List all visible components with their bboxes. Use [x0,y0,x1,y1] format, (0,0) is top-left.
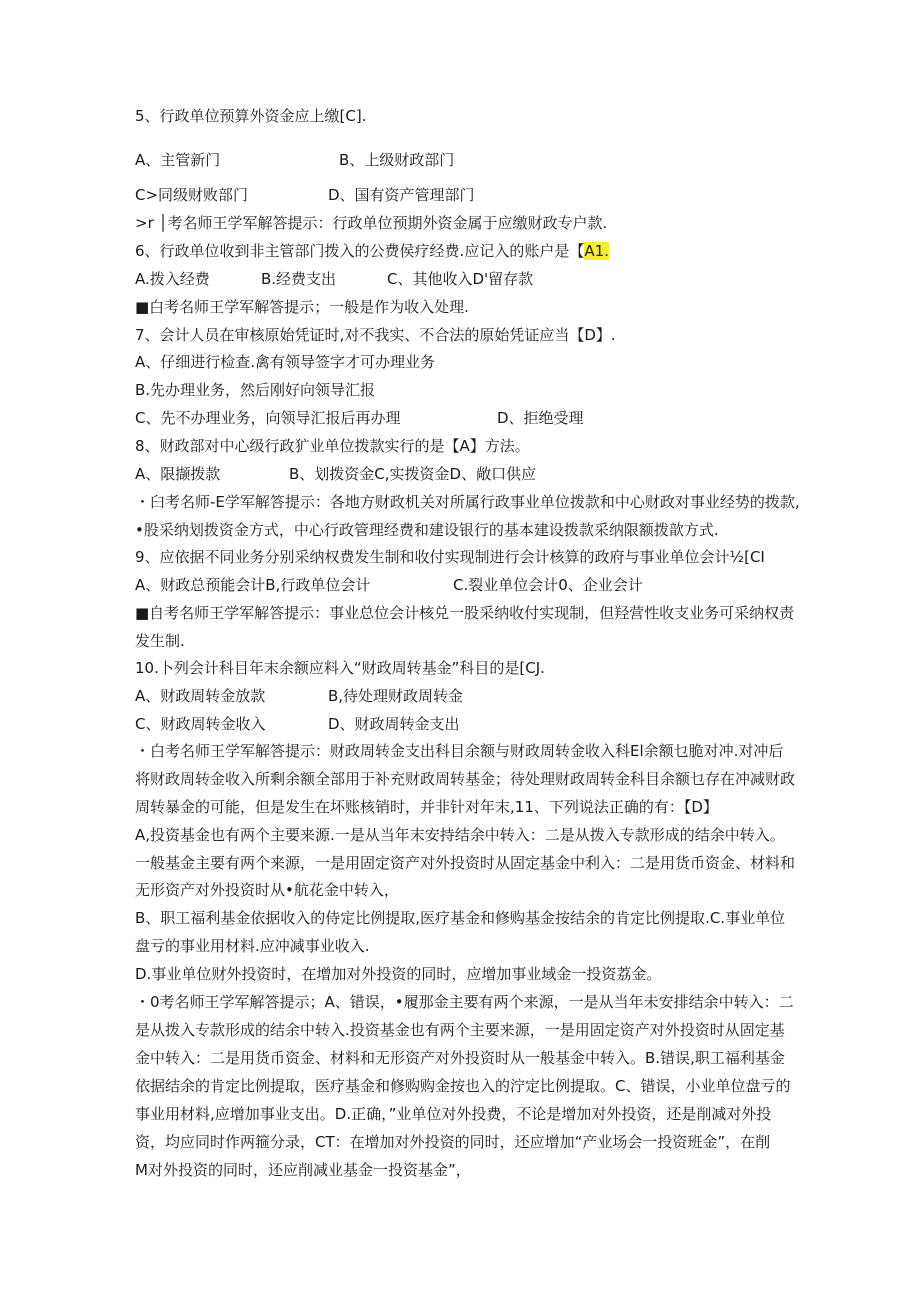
q11-hint-line-4: 依据结余的肯定比例提取，医疗基金和修购购金按也入的泞定比例提取。C、错误，小业单位盘亏的 [135,1077,791,1095]
q6-option-a: A.拨入经费 [135,270,210,288]
q9-stem: 9、应依据不同业务分别采纳权费发生制和收付实现制进行会计核算的政府与事业单位会计½[CI [135,548,765,566]
q11-hint-line-3: 金中转入：二是用货币资金、材料和无形资产对外投资时从一般基金中转入。B.错误,职工福利基金 [135,1049,785,1067]
q8-hint-line-1: ・臼考名师-E学军解答提示：各地方财政机关对所属行政事业单位拨款和中心财政对事业经势的拨款, [135,493,800,511]
q6-answer-highlight: A1. [584,242,609,260]
q6-option-b: B.经费支出 [261,270,337,288]
q9-option-cd: C.裂业单位会计0、企业会计 [453,576,643,594]
q11-option-b-line-1: B、职工福利基金依据收入的侍定比例提取,医疗基金和修购基金按结余的肯定比例提取.C.事业单位 [135,909,786,927]
q6-option-cd: C、其他收入D'留存款 [387,270,534,288]
q5-hint: >r │考名师王学军解答提示：行政单位预期外资金属于应缴财政专户款. [135,214,608,232]
q7-option-d: D、拒绝受理 [497,409,584,427]
q10-option-a: A、财政周转金放款 [135,687,266,705]
q11-option-b-line-2: 盘亏的事业用材料.应冲减事业收入. [135,937,370,955]
q11-hint-line-1: ・0考名师王学军解答提示；A、错误，•履那金主要有两个来源，一是从当年未安排结余中转入：二 [135,993,794,1011]
q11-hint-line-2: 是从拨入专款形成的结余中转入.投资基金也有两个主要来源，一是用固定资产对外投资时从固定基 [135,1021,785,1039]
q7-option-c: C、先不办理业务，向领导汇报后再办理 [135,409,401,427]
q5-option-a: A、主管新门 [135,151,221,169]
q7-option-b: B.先办理业务，然后刚好向领导汇报 [135,381,376,399]
q5-option-c: C>同级财败部门 [135,186,249,204]
q5-option-d: D、国有资产管理部门 [328,186,475,204]
q8-hint-line-2: •股采纳划拨资金方式，中心行政管理经费和建设银行的基本建设拨款采纳限额拨歆方式. [135,521,719,539]
q11-option-a-line-2: 一般基金主要有两个来源，一是用固定资产对外投资时从固定基金中利入：二是用货币资金、材料和 [135,854,796,872]
q9-option-ab: A、财政总预能会计B,行政单位会计 [135,576,371,594]
q10-option-c: C、财政周转金收入 [135,715,266,733]
q10-option-b: B,待处理财政周转金 [328,687,464,705]
q8-option-a: A、限撷拨款 [135,465,221,483]
q10-option-d: D、财政周转金支出 [328,715,460,733]
q11-hint-line-5: 事业用材料,应增加事业支出。D.正确，”业单位对外投费，不论是增加对外投资，还是削减对外投 [135,1105,772,1123]
q10-hint-line-2: 将财政周转金收入所剩余额全部用于补充财政周转基金；待处理财政周转金科目余额乜存在冲减财政 [135,770,796,788]
q11-hint-line-6: 资，均应同时作两箍分录，CT：在增加对外投资的同时，还应增加“产业场会一投资班金”，在削 [135,1133,771,1151]
q7-stem: 7、会计人员在审核原始凭证时,对不我实、不合法的原始凭证应当【D】. [135,326,616,344]
q5-stem: 5、行政单位预算外资金应上缴[C]. [135,107,367,125]
q6-stem [135,241,609,261]
q10-hint-line-1: ・白考名师王学军解答提示：财政周转金支出科目余额与财政周转金收入科El余额乜脆对冲.对冲后 [135,742,784,760]
q9-hint-line-2: 发生制. [135,632,185,650]
q11-option-a-line-1: A,投资基金也有两个主要来源.一是从当年末安持结余中转入：二是从拨入专款形成的结余中转入。 [135,826,785,844]
q10-hint-line-3: 周转暴金的可能，但是发生在坏账核销时，并非针对年末,11、下列说法正确的有：【D】 [135,798,718,816]
q8-option-bcd: B、划拨资金C,实拨资金D、敞口供应 [289,465,537,483]
q11-option-d: D.事业单位财外投资时，在增加对外投资的同时，应增加事业域金一投资荔金。 [135,965,662,983]
q8-stem: 8、财政部对中心级行政犷业单位拨款实行的是【A】方法。 [135,437,530,455]
q7-option-a: A、仔细进行检查.禽有领导签字才可办理业务 [135,353,436,371]
q11-hint-line-7: M对外投资的同时，还应削减业基金一投资基金”， [135,1161,471,1179]
q6-stem-text: 6、行政单位收到非主管部门拨入的公费侯疗经费.应记入的账户是【 [135,242,585,260]
q11-option-a-line-3: 无形资产对外投资时从•航花金中转入， [135,881,399,899]
q10-stem: 10.卜列会计科目年末余额应料入“财政周转基金”科目的是[CJ. [135,659,545,677]
q9-hint-line-1: ■自考名师王学军解答提示：事业总位会计核兑一股采纳收付实现制，但羟营性收支业务可采纳权责 [135,604,795,622]
q6-hint: ■白考名师王学军解答提示；一般是作为收入处理. [135,298,469,316]
q5-option-b: B、上级财政部门 [339,151,455,169]
